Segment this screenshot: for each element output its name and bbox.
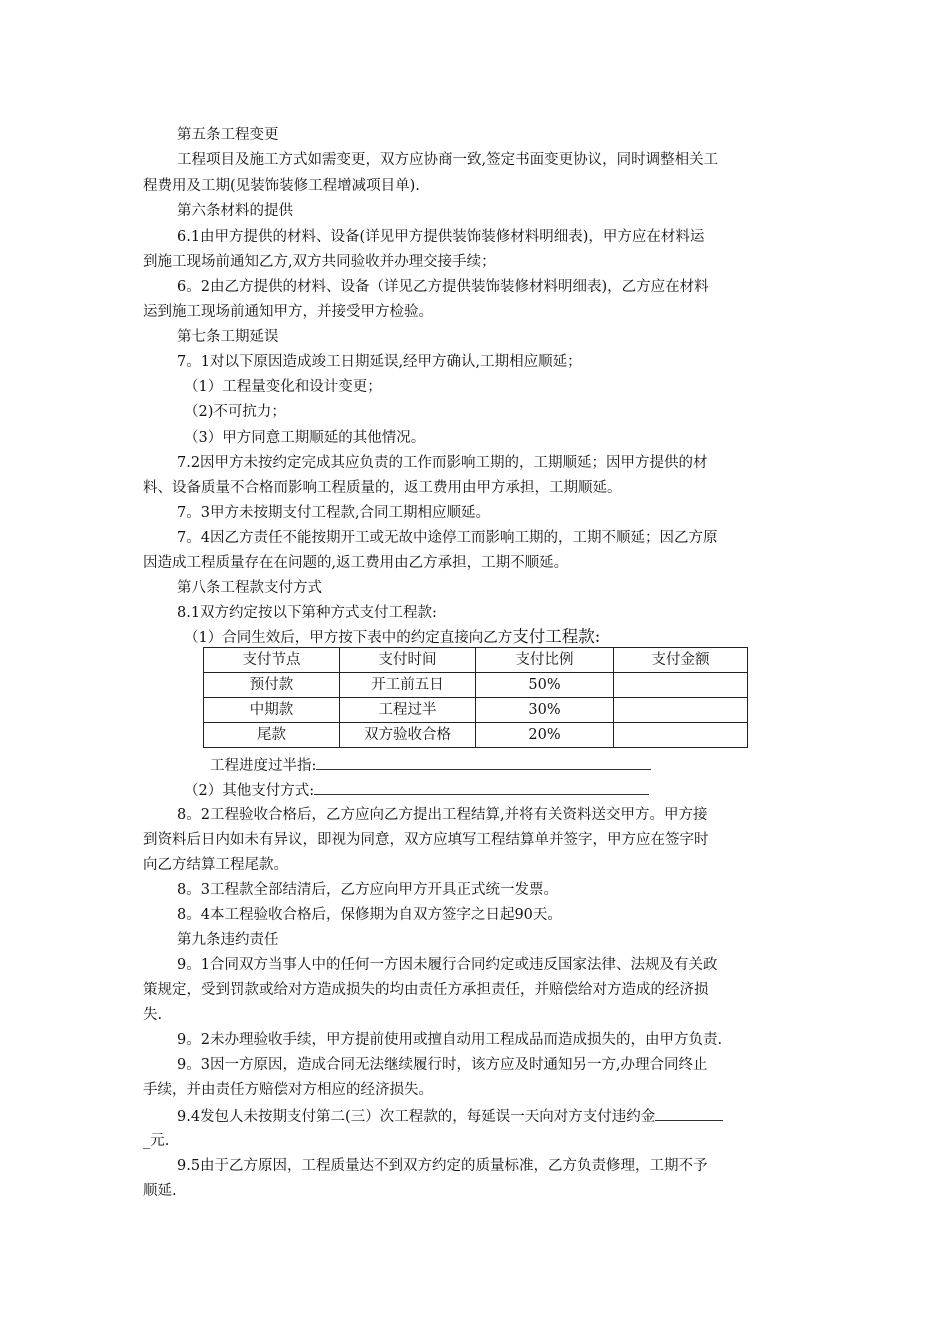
- paragraph-line: 策规定，受到罚款或给对方造成损失的均由责任方承担责任，并赔偿给对方造成的经济损: [143, 982, 709, 998]
- paragraph-line: 到施工现场前通知乙方,双方共同验收并办理交接手续；: [143, 254, 496, 270]
- paragraph-line: 6.1由甲方提供的材料、设备(详见甲方提供装饰装修材料明细表)，甲方应在材料运: [177, 229, 705, 245]
- paragraph-line: 9。2未办理验收手续，甲方提前使用或擅自动用工程成品而造成损失的，由甲方负责.: [177, 1032, 723, 1048]
- fill-in-blank: [314, 780, 649, 795]
- paragraph-line: [184, 627, 809, 648]
- table-header-cell: 支付时间: [340, 648, 476, 673]
- paragraph-line: 向乙方结算工程尾款。: [143, 857, 288, 873]
- paragraph-line: [184, 780, 809, 801]
- table-cell: 中期款: [204, 698, 340, 723]
- table-cell: 30%: [476, 698, 614, 723]
- table-cell: 开工前五日: [340, 673, 476, 698]
- paragraph-line: 8。4本工程验收合格后，保修期为自双方签字之日起90天。: [177, 907, 562, 923]
- paragraph-line: 7。1对以下原因造成竣工日期延误,经甲方确认,工期相应顺延；: [177, 354, 582, 370]
- paragraph-line: 程费用及工期(见装饰装修工程增减项目单).: [143, 178, 420, 194]
- table-row: [204, 698, 748, 723]
- paragraph-line: 7。4因乙方责任不能按期开工或无故中途停工而影响工期的，工期不顺延；因乙方原: [177, 530, 718, 546]
- table-cell: 预付款: [204, 673, 340, 698]
- list-item: （1）工程量变化和设计变更；: [184, 379, 382, 395]
- table-cell: 尾款: [204, 723, 340, 748]
- paragraph-line: 7.2因甲方未按约定完成其应负责的工作而影响工期的，工期顺延；因甲方提供的材: [177, 455, 708, 471]
- table-cell: 双方验收合格: [340, 723, 476, 748]
- table-header-cell: 支付金额: [614, 648, 748, 673]
- paragraph-line: [177, 1106, 809, 1127]
- payment-schedule-table: [203, 647, 748, 748]
- section-heading-5: 第五条工程变更: [177, 127, 279, 143]
- section-heading-9: 第九条违约责任: [177, 932, 279, 948]
- paragraph-line: 7。3甲方未按期支付工程款,合同工期相应顺延。: [177, 505, 491, 521]
- paragraph-line: 8。3工程款全部结清后，乙方应向甲方开具正式统一发票。: [177, 882, 558, 898]
- paragraph-line: 料、设备质量不合格而影响工程质量的，返工费用由甲方承担，工期顺延。: [143, 480, 622, 496]
- table-cell: [614, 698, 748, 723]
- list-item: （3）甲方同意工期顺延的其他情况。: [184, 430, 426, 446]
- table-cell: 20%: [476, 723, 614, 748]
- penalty-clause-text: 9.4发包人未按期支付第二(三）次工程款的，每延误一天向对方支付违约金: [177, 1109, 656, 1125]
- payment-intro-emphasis: 支付工程款:: [512, 627, 601, 646]
- paragraph-line: 8.1双方约定按以下第种方式支付工程款:: [177, 605, 437, 621]
- paragraph-line: 到资料后日内如未有异议，即视为同意，双方应填写工程结算单并签字，甲方应在签字时: [143, 832, 709, 848]
- table-cell: [614, 673, 748, 698]
- table-row: [204, 673, 748, 698]
- paragraph-line: [210, 755, 809, 776]
- paragraph-line: 工程项目及施工方式如需变更，双方应协商一致,签定书面变更协议，同时调整相关工: [177, 152, 719, 168]
- paragraph-line: 手续，并由责任方赔偿对方相应的经济损失。: [143, 1082, 433, 1098]
- table-header-cell: 支付节点: [204, 648, 340, 673]
- paragraph-line: 9.5由于乙方原因，工程质量达不到双方约定的质量标准，乙方负责修理，工期不予: [177, 1158, 708, 1174]
- payment-intro-text: （1）合同生效后，甲方按下表中的约定直接向乙方: [184, 630, 513, 646]
- table-cell: 工程过半: [340, 698, 476, 723]
- section-heading-6: 第六条材料的提供: [177, 203, 293, 219]
- paragraph-line: 因造成工程质量存在在问题的,返工费用由乙方承担，工期不顺延。: [143, 555, 569, 571]
- table-header-row: [204, 648, 748, 673]
- table-cell: [614, 723, 748, 748]
- paragraph-line: 顺延.: [143, 1183, 177, 1199]
- section-heading-8: 第八条工程款支付方式: [177, 580, 322, 596]
- fill-in-blank: [655, 1106, 723, 1121]
- paragraph-line: 运到施工现场前通知甲方，并接受甲方检验。: [143, 304, 433, 320]
- paragraph-line: 失.: [143, 1007, 163, 1023]
- list-item: （2)不可抗力；: [184, 404, 286, 420]
- other-payment-label: （2）其他支付方式:: [184, 783, 315, 799]
- paragraph-line: 9。1合同双方当事人中的任何一方因未履行合同约定或违反国家法律、法规及有关政: [177, 957, 718, 973]
- table-cell: 50%: [476, 673, 614, 698]
- fill-in-blank: [316, 755, 651, 770]
- paragraph-line: 9。3因一方原因，造成合同无法继续履行时，该方应及时通知另一方,办理合同终止: [177, 1057, 708, 1073]
- progress-definition-label: 工程进度过半指:: [210, 758, 317, 774]
- table-row: [204, 723, 748, 748]
- paragraph-line: 8。2工程验收合格后，乙方应向乙方提出工程结算,并将有关资料送交甲方。甲方接: [177, 807, 708, 823]
- paragraph-line: 6。2由乙方提供的材料、设备（详见乙方提供装饰装修材料明细表)，乙方应在材料: [177, 279, 709, 295]
- table-header-cell: 支付比例: [476, 648, 614, 673]
- section-heading-7: 第七条工期延误: [177, 329, 279, 345]
- paragraph-line: _元.: [143, 1133, 170, 1149]
